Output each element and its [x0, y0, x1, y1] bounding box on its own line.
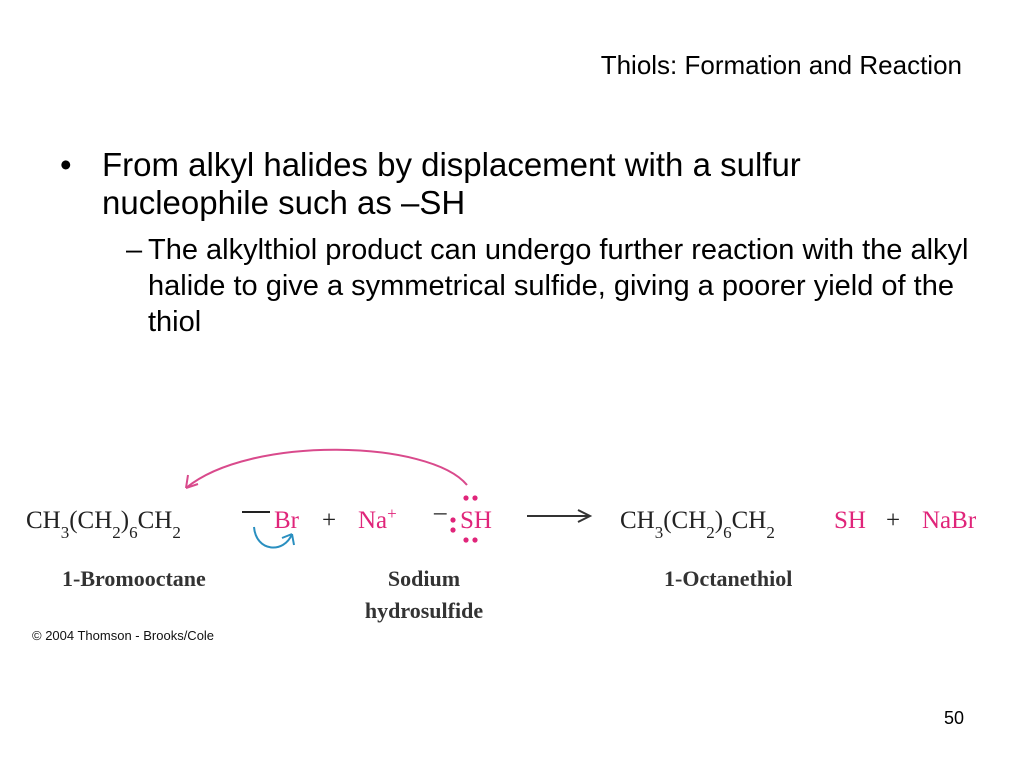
hydrosulfide-anion: SH [460, 507, 492, 534]
reactant1-formula [26, 507, 181, 542]
page-number: 50 [943, 708, 964, 728]
sodium-cation: Na+ [358, 503, 397, 534]
product1-sh: SH [834, 507, 866, 534]
label-1-bromooctane: 1-Bromooctane [62, 566, 206, 591]
leaving-group-br: Br [274, 507, 299, 534]
product2-nabr: NaBr [922, 507, 977, 534]
sub-bullet-dash: – [126, 234, 143, 266]
bullet-list [60, 146, 970, 340]
label-sodium: Sodium [387, 566, 461, 591]
nucleophile-attack-arrow [186, 450, 467, 488]
sub-bullet-item [126, 232, 970, 340]
plus-sign-1: + [322, 507, 337, 534]
reaction-scheme [0, 430, 1024, 660]
reactant1-main: $CH_3(CH_2)_6CH_2$ [26, 507, 181, 542]
copyright-credit: © 2004 Thomson - Brooks/Cole [32, 628, 215, 643]
bullet-dot: • [60, 146, 72, 183]
plus-sign-2: + [886, 507, 901, 534]
negative-charge: – [434, 499, 447, 526]
label-hydrosulfide: hydrosulfide [364, 598, 484, 623]
bullet-text: From alkyl halides by displacement with a sulfur nucleophile such as –SH [102, 146, 801, 221]
bullet-item [60, 146, 970, 222]
sub-bullet-text: The alkylthiol product can undergo further reaction with the alkyl halide to give a symmetrical sulfide, giving a poorer yield of the thiol [148, 234, 969, 338]
slide-title: Thiols: Formation and Reaction [600, 50, 962, 80]
label-1-octanethiol: 1-Octanethiol [664, 566, 793, 591]
product1-main: $CH_3(CH_2)_6CH_2$ [620, 507, 775, 542]
